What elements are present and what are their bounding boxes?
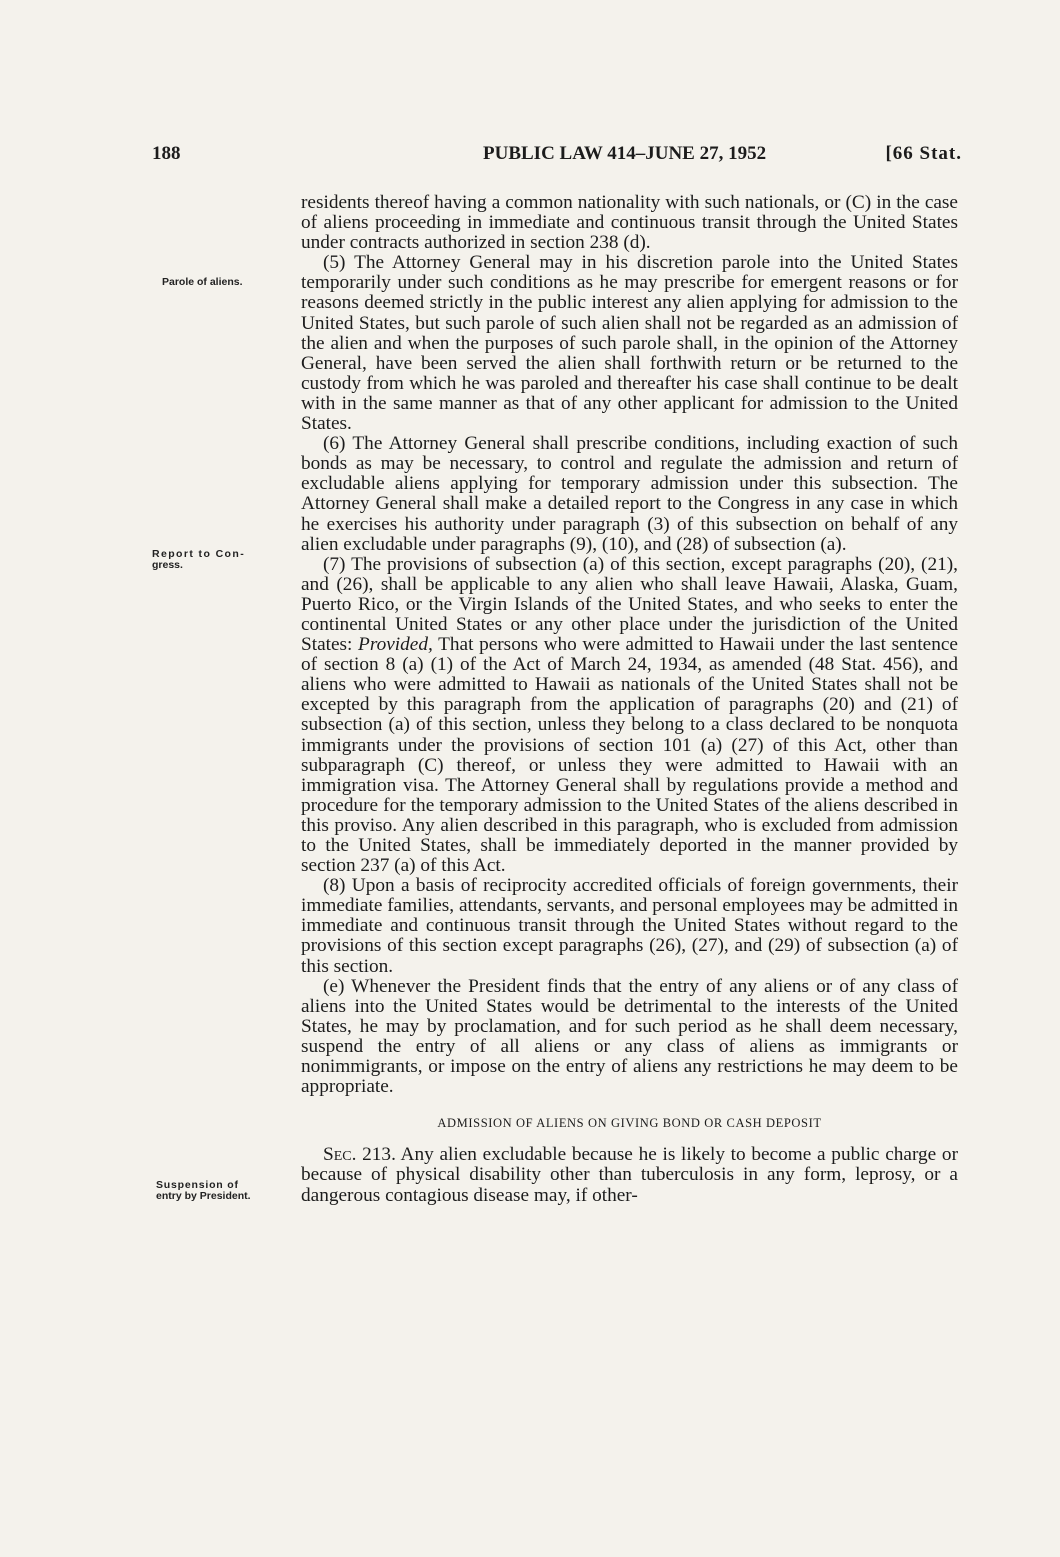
paragraph-continuation: residents thereof having a common nationality with such nationals, or (C) in the case of aliens proceeding in immediate and continuous transit through the United States under contracts authorized in section 238 (d).	[301, 192, 958, 254]
page-number: 188	[152, 143, 181, 164]
paragraph-sec-213	[301, 1145, 958, 1205]
paragraph-conditions: (6) The Attorney General shall prescribe conditions, including exaction of such bonds as may be necessary, to control and regulate the admission and return of excludable aliens applying for temporary admission under this subsection. The Attorney General shall make a detailed report to the Congress in any case in which he exercises his authority under paragraph (3) of this subsection on behalf of any alien excludable under paragraphs (9), (10), and (28) of subsection (a).	[301, 433, 958, 555]
margin-note-text: gress.	[152, 559, 183, 571]
running-header	[152, 143, 962, 171]
statute-reference: [66 Stat.	[885, 143, 962, 164]
margin-note-report	[152, 549, 245, 571]
margin-note-text: entry by President.	[156, 1190, 251, 1202]
paragraph-hawaii-part2: That persons who were admitted to Hawaii under the last sentence of section 8 (a) (1) of the Act of March 24, 1934, as amended (48 Stat. 456), and aliens who were admitted to Hawaii as nationals of the United States shall not be excepted by this paragraph from the application of paragraphs (20) and (21) of subsection (a) of this section, unless they belong to a class declared to be nonquota immigrants under the provisions of section 101 (a) (27) of this Act, other than subparagraph (C) thereof, or unless they were admitted to Hawaii with an immigration visa. The Attorney General shall by regulations provide a method and procedure for the temporary admission to the United States of the aliens described in this proviso. Any alien described in this paragraph, who is excluded from admission to the United States, shall be immediately deported in the manner provided by section 237 (a) of this Act.	[301, 634, 958, 877]
section-number: Sec. 213.	[323, 1144, 396, 1166]
paragraph-reciprocity: (8) Upon a basis of reciprocity accredited officials of foreign governments, their immediate families, attendants, servants, and personal employees may be admitted in immediate and continuous transit through the United States without regard to the provisions of this section except paragraphs (26), (27), and (29) of subsection (a) of this section.	[301, 875, 958, 977]
page-title: PUBLIC LAW 414–JUNE 27, 1952	[483, 143, 767, 164]
paragraph-hawaii-part1: (7) The provisions of subsection (a) of this section, except paragraphs (20), (21), and (26), shall be applicable to any alien who shall leave Hawaii, Alaska, Guam, Puerto Rico, or the Virgin Islands of the United States, and who seeks to enter the continental United States or any other place under the jurisdiction of the United States:	[301, 553, 958, 656]
margin-note-suspension	[156, 1180, 251, 1202]
paragraph-sec-213-text: Any alien excludable because he is likely to become a public charge or because of physical disability other than tuberculosis in any form, leprosy, or a dangerous contagious disease may, if other-	[301, 1144, 958, 1206]
margin-note-parole	[162, 277, 243, 288]
margin-note-text: Parole of aliens.	[162, 276, 243, 288]
margin-note-text: Suspension of	[156, 1179, 239, 1191]
body-text	[301, 193, 958, 1206]
paragraph-suspension: (e) Whenever the President finds that the entry of any aliens or of any class of aliens into the United States would be detrimental to the interests of the United States, he may by proclamation, and for such period as he shall deem necessary, suspend the entry of all aliens or any class of aliens as immigrants or nonimmigrants, or impose on the entry of aliens any restrictions he may deem to be appropriate.	[301, 975, 958, 1098]
margin-note-text: Report to Con-	[152, 548, 246, 560]
paragraph-parole: (5) The Attorney General may in his discretion parole into the United States temporarily under such conditions as he may prescribe for emergent reasons or for reasons deemed strictly in the public interest any alien applying for admission to the United States, but such parole of such alien shall not be regarded as an admission of the alien and when the purposes of such parole shall, in the opinion of the Attorney General, have been served the alien shall forthwith return or be returned to the custody from which he was paroled and thereafter his case shall continue to be dealt with in the same manner as that of any other applicant for admission to the United States.	[301, 252, 958, 435]
proviso-italic: Provided,	[358, 634, 433, 656]
paragraph-hawaii	[301, 555, 958, 877]
section-heading: ADMISSION OF ALIENS ON GIVING BOND OR CASH DEPOSIT	[437, 1116, 822, 1131]
